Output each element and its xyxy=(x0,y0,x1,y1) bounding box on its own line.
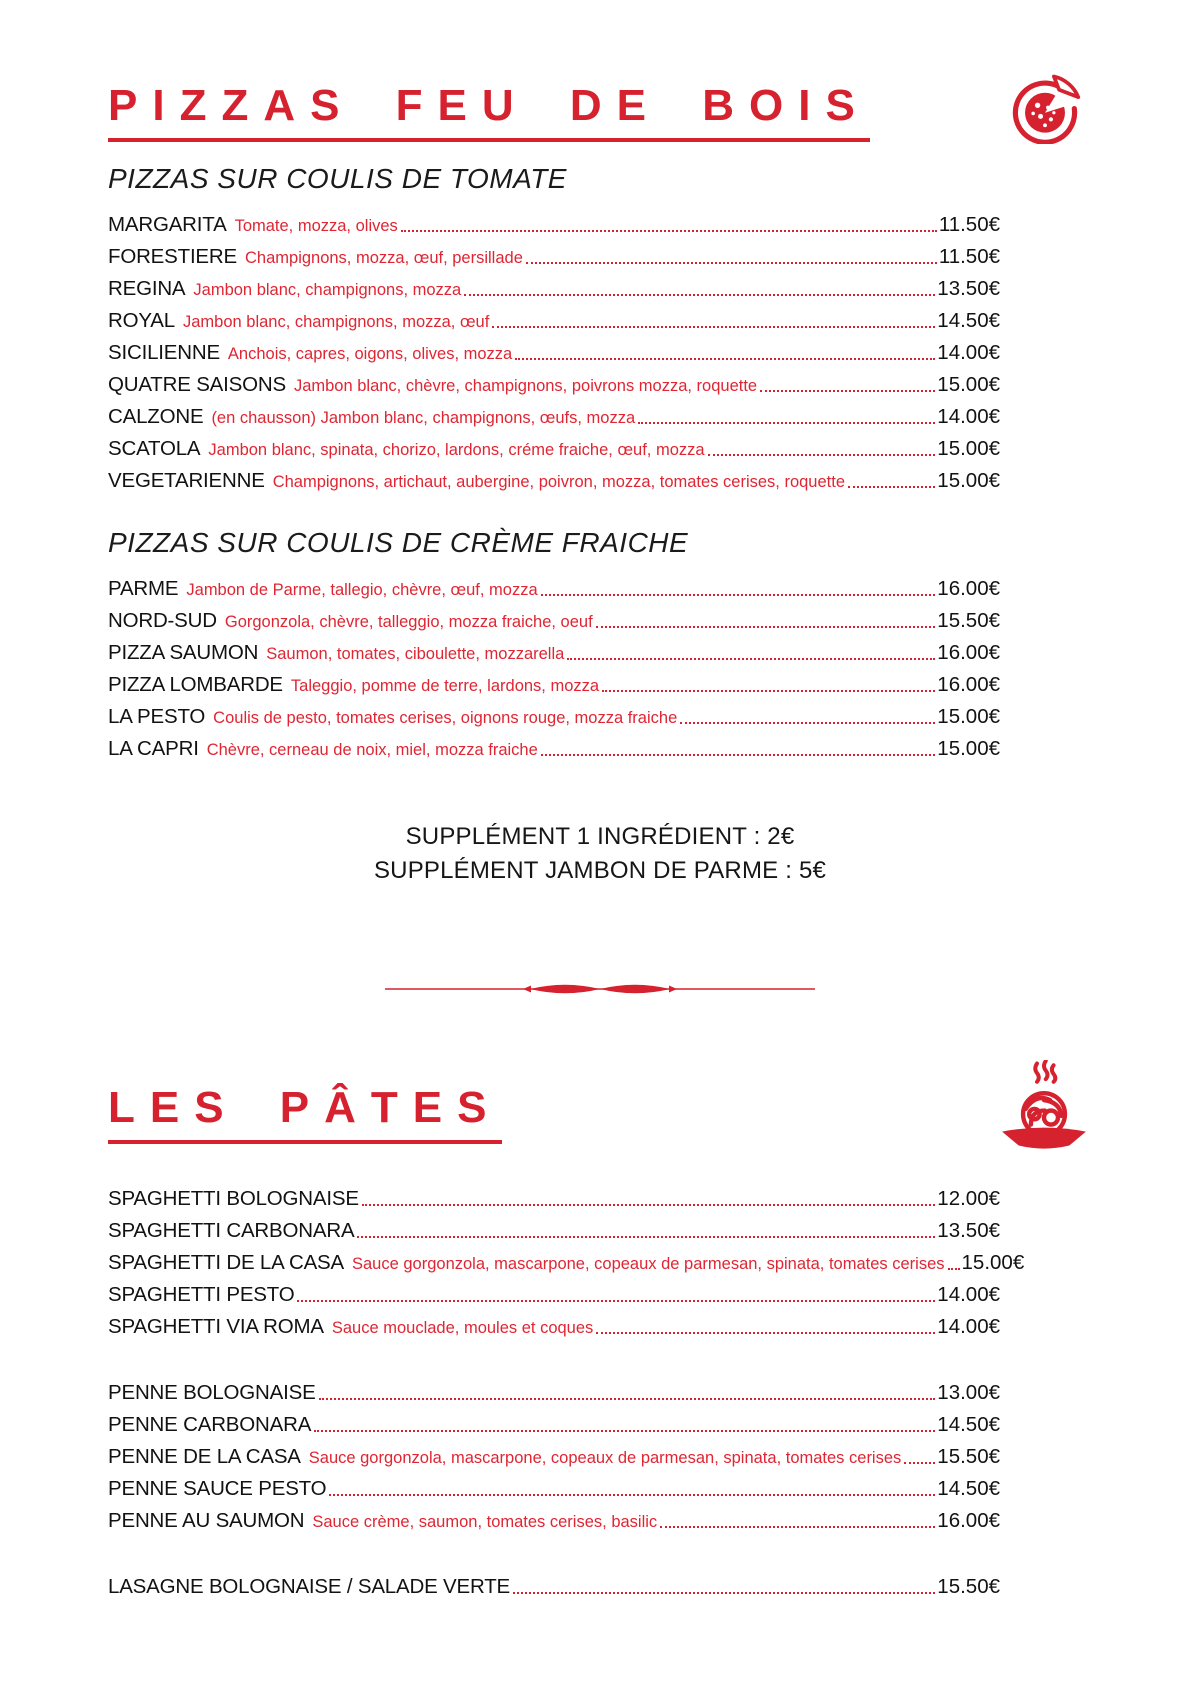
dotted-leader xyxy=(904,1462,935,1464)
menu-item-row xyxy=(108,1180,1000,1212)
dotted-leader xyxy=(680,722,935,724)
pasta-bowl-icon xyxy=(1000,1060,1088,1161)
dish-price: 11.50€ xyxy=(938,213,1000,236)
menu-item-row xyxy=(108,238,1000,270)
menu-item-row xyxy=(108,730,1000,762)
dish-name: PIZZA LOMBARDE xyxy=(108,673,283,696)
menu-item-row xyxy=(108,270,1000,302)
dish-name: SPAGHETTI CARBONARA xyxy=(108,1219,355,1242)
subsection-title-tomate: PIZZAS SUR COULIS DE TOMATE xyxy=(108,163,567,194)
dotted-leader xyxy=(541,594,936,596)
menu-item-row xyxy=(108,666,1000,698)
menu-item-row xyxy=(108,206,1000,238)
dish-price: 16.00€ xyxy=(937,577,1000,600)
menu-item-row xyxy=(108,1308,1000,1340)
dish-ingredients: Sauce mouclade, moules et coques xyxy=(331,1319,594,1337)
dish-price: 14.50€ xyxy=(937,1413,1000,1436)
dotted-leader xyxy=(660,1526,935,1528)
dish-name: QUATRE SAISONS xyxy=(108,373,286,396)
dish-ingredients: Chèvre, cerneau de noix, miel, mozza fraiche xyxy=(206,741,538,759)
dish-ingredients: Champignons, artichaut, aubergine, poivron, mozza, tomates cerises, roquette xyxy=(272,473,846,491)
dish-price: 15.50€ xyxy=(937,1445,1000,1468)
dish-ingredients: Jambon blanc, chèvre, champignons, poivrons mozza, roquette xyxy=(293,377,758,395)
dish-price: 15.00€ xyxy=(937,737,1000,760)
dish-name: PENNE SAUCE PESTO xyxy=(108,1477,327,1500)
dish-price: 14.00€ xyxy=(937,1315,1000,1338)
dotted-leader xyxy=(513,1592,935,1594)
dish-ingredients: Saumon, tomates, ciboulette, mozzarella xyxy=(266,645,565,663)
dish-name: REGINA xyxy=(108,277,186,300)
dotted-leader xyxy=(541,754,936,756)
dish-price: 15.00€ xyxy=(937,705,1000,728)
dish-ingredients: Taleggio, pomme de terre, lardons, mozza xyxy=(290,677,600,695)
dish-name: NORD-SUD xyxy=(108,609,217,632)
dotted-leader xyxy=(297,1300,935,1302)
dish-name: PENNE AU SAUMON xyxy=(108,1509,305,1532)
dish-name: SPAGHETTI PESTO xyxy=(108,1283,295,1306)
dotted-leader xyxy=(948,1268,960,1270)
dish-price: 12.00€ xyxy=(937,1187,1000,1210)
dish-name: PENNE BOLOGNAISE xyxy=(108,1381,316,1404)
dish-name: SCATOLA xyxy=(108,437,201,460)
menu-item-row xyxy=(108,602,1000,634)
dish-price: 16.00€ xyxy=(937,673,1000,696)
dotted-leader xyxy=(848,486,935,488)
dish-price: 14.00€ xyxy=(937,1283,1000,1306)
menu-item-row xyxy=(108,398,1000,430)
dotted-leader xyxy=(319,1398,936,1400)
spaghetti-list xyxy=(108,1180,1025,1340)
menu-item-row xyxy=(108,698,1000,730)
dish-price: 14.50€ xyxy=(937,1477,1000,1500)
dish-name: LA PESTO xyxy=(108,705,206,728)
dotted-leader xyxy=(526,262,937,264)
menu-item-row xyxy=(108,1438,1000,1470)
menu-item-row xyxy=(108,334,1000,366)
section-divider xyxy=(0,980,1200,998)
dish-ingredients: Tomate, mozza, olives xyxy=(234,217,398,235)
dotted-leader xyxy=(760,390,935,392)
dotted-leader xyxy=(329,1494,935,1496)
menu-item-row xyxy=(108,462,1000,494)
pates-section-header xyxy=(108,1083,1000,1144)
dish-name: FORESTIERE xyxy=(108,245,237,268)
supplement-note: SUPPLÉMENT 1 INGRÉDIENT : 2€ xyxy=(405,823,795,850)
dish-price: 13.50€ xyxy=(937,1219,1000,1242)
pizzas-section-title: PIZZAS FEU DE BOIS xyxy=(108,84,870,142)
dish-price: 14.50€ xyxy=(937,309,1000,332)
dish-price: 11.50€ xyxy=(938,245,1000,268)
menu-item-row xyxy=(108,1470,1000,1502)
dotted-leader xyxy=(602,690,935,692)
dotted-leader xyxy=(357,1236,935,1238)
dotted-leader xyxy=(314,1430,935,1432)
menu-item-row xyxy=(108,366,1000,398)
dish-ingredients: Sauce gorgonzola, mascarpone, copeaux de parmesan, spinata, tomates cerises xyxy=(352,1255,945,1273)
pizza-icon xyxy=(1008,74,1082,149)
dish-name: SPAGHETTI BOLOGNAISE xyxy=(108,1187,359,1210)
dish-price: 15.00€ xyxy=(961,1251,1025,1274)
dotted-leader xyxy=(708,454,936,456)
menu-item-row xyxy=(108,1276,1000,1308)
dish-ingredients: Jambon de Parme, tallegio, chèvre, œuf, mozza xyxy=(186,581,538,599)
dotted-leader xyxy=(401,230,937,232)
menu-item-row xyxy=(108,634,1000,666)
dish-name: PENNE DE LA CASA xyxy=(108,1445,301,1468)
dish-name: LASAGNE BOLOGNAISE / SALADE VERTE xyxy=(108,1575,511,1598)
menu-item-row xyxy=(108,1568,1000,1600)
dish-ingredients: Jambon blanc, champignons, mozza, œuf xyxy=(182,313,490,331)
dish-ingredients: Sauce gorgonzola, mascarpone, copeaux de parmesan, spinata, tomates cerises xyxy=(308,1449,902,1467)
dish-name: MARGARITA xyxy=(108,213,227,236)
dish-price: 14.00€ xyxy=(937,341,1000,364)
dish-price: 16.00€ xyxy=(937,1509,1000,1532)
dish-ingredients: (en chausson) Jambon blanc, champignons, œufs, mozza xyxy=(211,409,636,427)
dish-ingredients: Jambon blanc, champignons, mozza xyxy=(193,281,462,299)
pizzas-tomate-list xyxy=(108,206,1000,494)
dish-price: 15.00€ xyxy=(937,373,1000,396)
pates-section-title: LES PÂTES xyxy=(108,1086,502,1144)
menu-item-row xyxy=(108,1502,1000,1534)
dish-ingredients: Coulis de pesto, tomates cerises, oignons rouge, mozza fraiche xyxy=(213,709,678,727)
menu-item-row xyxy=(108,1374,1000,1406)
dish-name: ROYAL xyxy=(108,309,175,332)
dish-name: SICILIENNE xyxy=(108,341,220,364)
menu-item-row xyxy=(108,1212,1000,1244)
menu-item-row xyxy=(108,1244,1025,1276)
dotted-leader xyxy=(638,422,935,424)
dish-price: 15.50€ xyxy=(937,1575,1000,1598)
dotted-leader xyxy=(464,294,935,296)
dish-price: 16.00€ xyxy=(937,641,1000,664)
pizzas-section-header xyxy=(108,81,1000,142)
dish-name: SPAGHETTI VIA ROMA xyxy=(108,1315,324,1338)
dish-name: LA CAPRI xyxy=(108,737,199,760)
dish-name: PENNE CARBONARA xyxy=(108,1413,312,1436)
dish-price: 15.50€ xyxy=(937,609,1000,632)
dish-ingredients: Sauce crème, saumon, tomates cerises, basilic xyxy=(312,1513,658,1531)
dotted-leader xyxy=(596,626,936,628)
pizzas-creme-list xyxy=(108,570,1000,762)
supplement-note: SUPPLÉMENT JAMBON DE PARME : 5€ xyxy=(373,857,827,884)
menu-item-row xyxy=(108,570,1000,602)
dish-price: 14.00€ xyxy=(937,405,1000,428)
dish-name: PARME xyxy=(108,577,179,600)
supplements-block xyxy=(0,820,1200,888)
dish-price: 13.00€ xyxy=(937,1381,1000,1404)
dotted-leader xyxy=(515,358,935,360)
dish-ingredients: Champignons, mozza, œuf, persillade xyxy=(245,249,523,267)
dotted-leader xyxy=(567,658,935,660)
dotted-leader xyxy=(492,326,935,328)
lasagne-list xyxy=(108,1568,1000,1600)
menu-item-row xyxy=(108,302,1000,334)
dish-price: 13.50€ xyxy=(937,277,1000,300)
dish-price: 15.00€ xyxy=(937,469,1000,492)
dish-name: SPAGHETTI DE LA CASA xyxy=(108,1251,344,1274)
dish-ingredients: Anchois, capres, oigons, olives, mozza xyxy=(227,345,513,363)
subsection-title-creme: PIZZAS SUR COULIS DE CRÈME FRAICHE xyxy=(108,527,689,558)
dish-ingredients: Gorgonzola, chèvre, talleggio, mozza fraiche, oeuf xyxy=(224,613,593,631)
dish-name: VEGETARIENNE xyxy=(108,469,265,492)
dish-name: CALZONE xyxy=(108,405,204,428)
dotted-leader xyxy=(596,1332,935,1334)
dish-name: PIZZA SAUMON xyxy=(108,641,259,664)
penne-list xyxy=(108,1374,1000,1534)
menu-item-row xyxy=(108,1406,1000,1438)
dotted-leader xyxy=(362,1204,936,1206)
menu-item-row xyxy=(108,430,1000,462)
dish-price: 15.00€ xyxy=(937,437,1000,460)
dish-ingredients: Jambon blanc, spinata, chorizo, lardons, créme fraiche, œuf, mozza xyxy=(208,441,705,459)
